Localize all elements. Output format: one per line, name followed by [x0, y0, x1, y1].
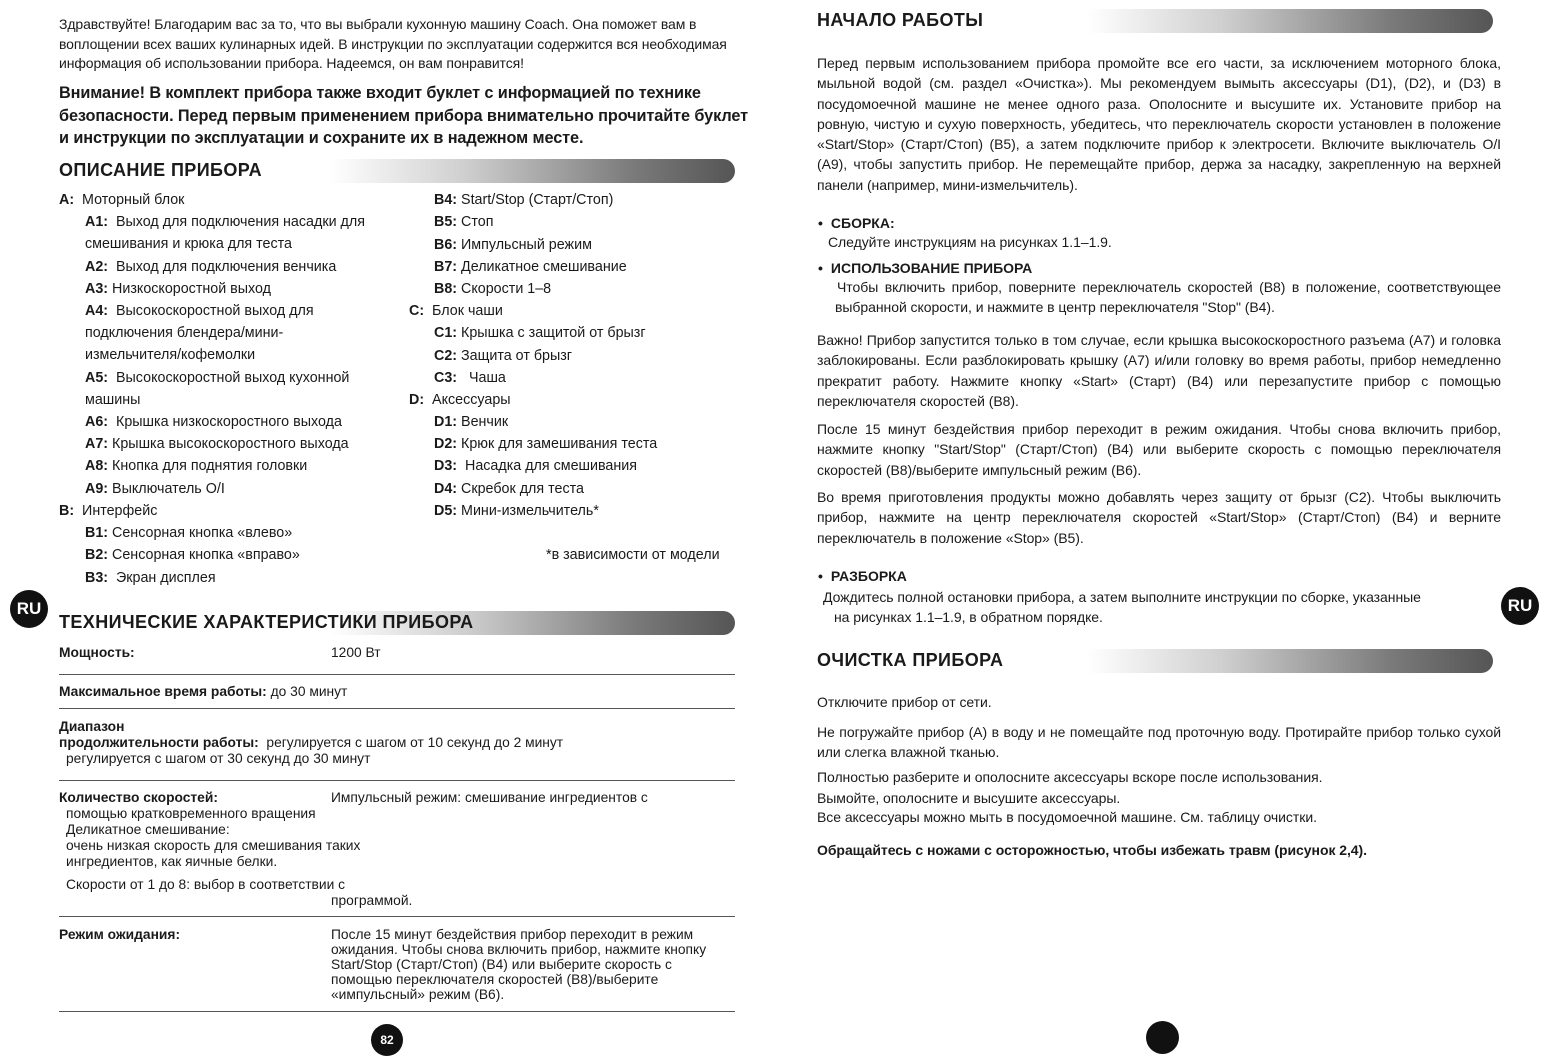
safety-warning: Внимание! В комплект прибора также входит буклет с информацией по технике безопасности. Перед первым применением прибора внимательно прочитайте буклет и инструкции по эксплуатации и сохраните их в надежном месте. [59, 84, 748, 147]
list-item: B8: Скорости 1–8 [434, 281, 552, 297]
list-item: D2: Крюк для замешивания теста [434, 436, 658, 452]
cleaning-heading-bar [817, 649, 1493, 673]
list-item: A8: Кнопка для поднятия головки [85, 458, 308, 474]
spec-speeds-value-1: Импульсный режим: смешивание ингредиентов с [331, 790, 648, 805]
cleaning-p3: Полностью разберите и ополосните аксессуары вскоре после использования. [817, 769, 1323, 785]
page-number-left: 82 [371, 1024, 403, 1056]
list-item: B7: Деликатное смешивание [434, 259, 627, 275]
spec-speeds-value-6: Скорости от 1 до 8: выбор в соответствии с [66, 877, 346, 892]
cleaning-p2: Не погружайте прибор (A) в воду и не помещайте под проточную воду. Протирайте прибор только сухой или слегка влажной тканью. [817, 724, 1501, 761]
page-number-right-marker [1146, 1021, 1179, 1054]
model-footnote: *в зависимости от модели [546, 547, 720, 563]
spec-range [59, 719, 735, 767]
use-title: • ИСПОЛЬЗОВАНИЕ ПРИБОРА [818, 258, 1032, 278]
list-item: C2: Защита от брызг [434, 348, 573, 364]
specs-heading-bar [59, 611, 735, 635]
list-item: A3: Низкоскоростной выход [85, 281, 272, 297]
cleaning-title: ОЧИСТКА ПРИБОРА [817, 650, 1004, 670]
list-item: B1: Сенсорная кнопка «влево» [85, 525, 293, 541]
list-item: A5: Высокоскоростной выход кухонной машины [85, 370, 350, 408]
list-item: D: Аксессуары [409, 392, 511, 408]
list-item: A1: Выход для подключения насадки для смешивания и крюка для теста [85, 214, 365, 252]
description-title: ОПИСАНИЕ ПРИБОРА [59, 160, 263, 180]
spec-range-value-1: регулируется с шагом от 10 секунд до 2 минут [266, 735, 564, 750]
list-item: B3: Экран дисплея [85, 570, 216, 586]
list-item: D5: Мини-измельчитель* [434, 503, 599, 519]
spec-speeds-value-2: помощью кратковременного вращения [66, 806, 316, 821]
spec-speeds-value-7: программой. [331, 893, 413, 908]
spec-maxtime-label: Максимальное время работы: [59, 684, 267, 699]
use-text: Чтобы включить прибор, поверните переключатель скоростей (B8) в положение, соответствующее выбранной скорости, и нажмите в центр переключателя "Stop" (B4). [835, 279, 1501, 316]
cleaning-p1: Отключите прибор от сети. [817, 694, 992, 710]
adding-paragraph: Во время приготовления продукты можно добавлять через защиту от брызг (C2). Чтобы выключить прибор, нажмите на центр переключателя скоростей «Start/Stop» (Старт/Стоп) (B4) и верните переключатель в положение «Stop» (B5). [817, 489, 1501, 546]
assembly-text: Следуйте инструкциям на рисунках 1.1–1.9. [828, 234, 1112, 250]
spec-maxtime-value: до 30 минут [270, 684, 348, 699]
spec-power-label: Мощность: [59, 645, 135, 660]
spec-range-value-2: регулируется с шагом от 30 секунд до 30 минут [66, 751, 371, 766]
spec-power-value: 1200 Вт [331, 645, 381, 660]
start-paragraph: Перед первым использованием прибора промойте все его части, за исключением моторного блока, мыльной водой (см. раздел «Очистка»). Мы рекомендуем вымыть аксессуары (D1), (D2), и (D3) в посудомоечной машине не менее одного раза. Ополосните и высушите их. Установите прибор на ровную, чистую и сухую поверхность, убедитесь, что переключатель скорости установлен в положение «Start/Stop» (Старт/Стоп) (B5), а затем подключите прибор к электросети. Включите выключатель O/I (A9), чтобы запустить прибор. Не перемещайте прибор, держа за насадку, закрепленную на верхней панели (например, мини-измельчитель). [817, 55, 1501, 193]
divider [59, 674, 735, 675]
list-item: B6: Импульсный режим [434, 237, 592, 253]
start-heading-bar [817, 9, 1493, 33]
list-item: D3: Насадка для смешивания [434, 458, 638, 474]
list-item: C3: Чаша [434, 370, 506, 386]
divider [59, 708, 735, 709]
spec-speeds [59, 790, 735, 909]
list-item: B4: Start/Stop (Старт/Стоп) [434, 192, 614, 208]
standby-paragraph: После 15 минут бездействия прибор переходит в режим ожидания. Чтобы снова включить прибор, нажмите кнопку "Start/Stop" (Старт/Стоп) (B4) или выберите скорость с помощью переключателя скоростей (B8)/выберите импульсный режим (B6). [817, 421, 1501, 478]
list-item: A4: Высокоскоростной выход для подключения блендера/мини-измельчителя/кофемолки [85, 303, 314, 363]
spec-speeds-value-3: Деликатное смешивание: [66, 822, 230, 837]
cleaning-p5: Все аксессуары можно мыть в посудомоечной машине. См. таблицу очистки. [817, 809, 1317, 825]
cleaning-p6: Обращайтесь с ножами с осторожностью, чтобы избежать травм (рисунок 2,4). [817, 842, 1368, 858]
disassembly-title: • РАЗБОРКА [818, 566, 907, 586]
spec-speeds-label: Количество скоростей: [59, 790, 218, 805]
spec-speeds-value-5: ингредиентов, как яичные белки. [66, 854, 278, 869]
divider [59, 1011, 735, 1012]
divider [59, 916, 735, 917]
divider [59, 780, 735, 781]
list-item: C1: Крышка с защитой от брызг [434, 325, 646, 341]
spec-standby-label: Режим ожидания: [59, 927, 181, 942]
disassembly-text-2: на рисунках 1.1–1.9, в обратном порядке. [834, 609, 1103, 625]
assembly-title: • СБОРКА: [818, 213, 895, 233]
start-title: НАЧАЛО РАБОТЫ [817, 10, 984, 30]
spec-standby-value: После 15 минут бездействия прибор переходит в режим ожидания. Чтобы снова включить прибор, нажмите кнопку Start/Stop (Старт/Стоп) (B4) или выберите скорость с помощью переключателя скоростей (B8)/выберите «импульсный» режим (B6). [331, 927, 707, 1002]
list-item: D1: Венчик [434, 414, 509, 430]
list-item: D4: Скребок для теста [434, 481, 584, 497]
spec-range-label-1: Диапазон [59, 719, 125, 734]
description-heading-bar [59, 159, 735, 183]
language-badge-left: RU [10, 590, 48, 628]
list-item: B2: Сенсорная кнопка «вправо» [85, 547, 300, 563]
specs-title: ТЕХНИЧЕСКИЕ ХАРАКТЕРИСТИКИ ПРИБОРА [59, 612, 474, 632]
spec-maxtime [59, 684, 735, 700]
spec-power [59, 645, 735, 661]
intro-paragraph: Здравствуйте! Благодарим вас за то, что вы выбрали кухонную машину Coach. Она поможет вам в воплощении всех ваших кулинарных идей. В инструкции по эксплуатации содержится вся необходимая информация об использовании прибора. Надеемся, он вам понравится! [59, 16, 727, 71]
spec-range-label-2: продолжительности работы: [59, 735, 259, 750]
list-item: A9: Выключатель O/I [85, 481, 225, 497]
spec-speeds-value-4: очень низкая скорость для смешивания таких [66, 838, 361, 853]
spec-standby [59, 927, 735, 1002]
language-badge-right: RU [1501, 587, 1539, 625]
list-item: C: Блок чаши [409, 303, 503, 319]
list-item: A7: Крышка высокоскоростного выхода [85, 436, 349, 452]
list-item: A2: Выход для подключения венчика [85, 259, 337, 275]
important-paragraph: Важно! Прибор запустится только в том случае, если крышка высокоскоростного разъема (A7) и головка заблокированы. Если разблокировать крышку (A7) и/или головку во время работы, прибор немедленно прекратит работу. Нажмите кнопку «Start» (Старт) (B4) или перезапустите прибор с помощью переключателя скоростей (B8). [817, 332, 1501, 409]
cleaning-p4: Вымойте, ополосните и высушите аксессуары. [817, 790, 1121, 806]
list-item: B5: Стоп [434, 214, 494, 230]
list-item: B: Интерфейс [59, 503, 158, 519]
disassembly-text-1: Дождитесь полной остановки прибора, а затем выполните инструкции по сборке, указанные [823, 589, 1421, 605]
list-item: A6: Крышка низкоскоростного выхода [85, 414, 342, 430]
list-item: A: Моторный блок [59, 192, 185, 208]
